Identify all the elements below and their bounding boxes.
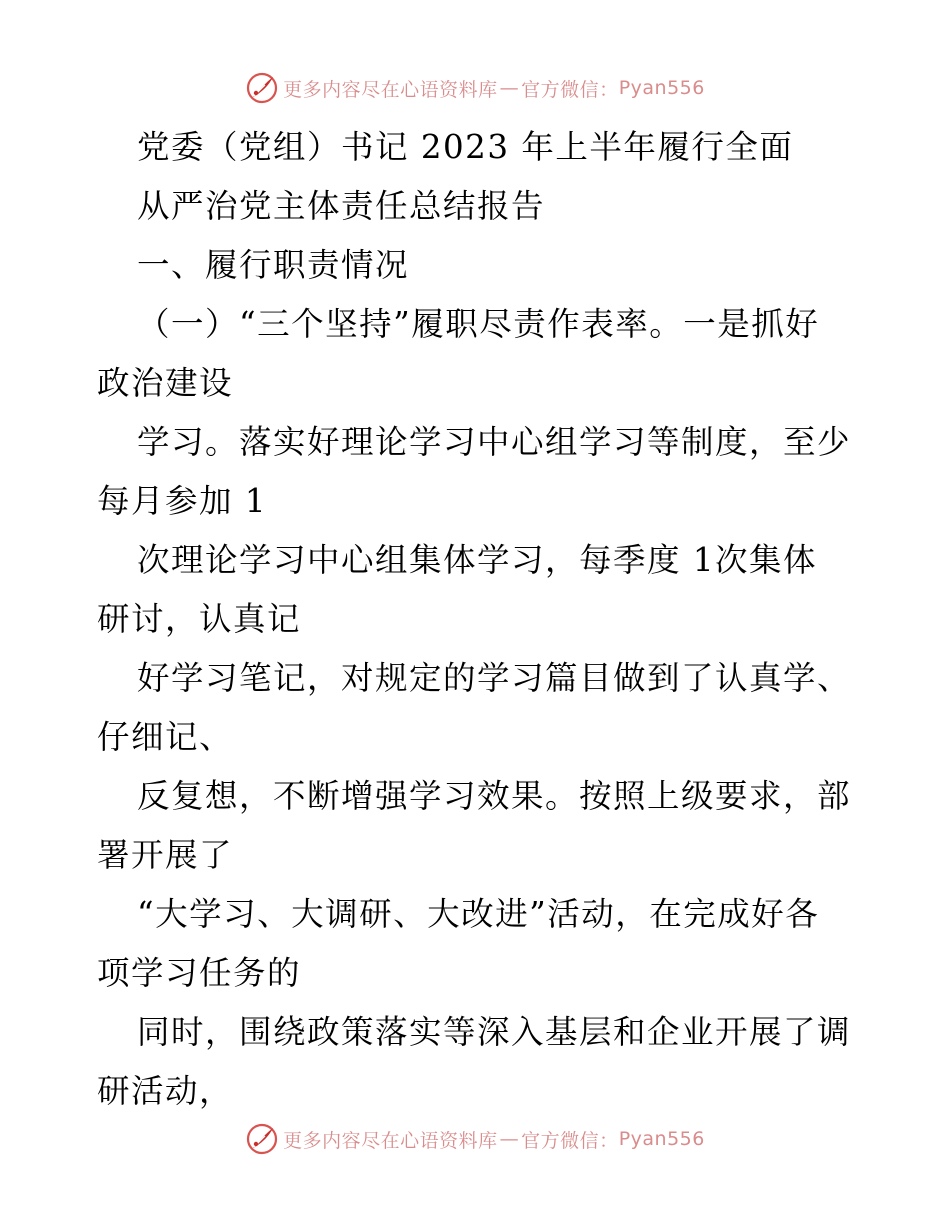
paragraph-line: 仔细记、	[97, 718, 234, 756]
document-body	[97, 118, 857, 1121]
header-banner-account: Pyan556	[618, 77, 705, 99]
paragraph-line: 次理论学习中心组集体学习，每季度 1次集体	[137, 541, 818, 579]
header-banner-separator: —	[499, 77, 520, 99]
paragraph-line: “大学习、大调研、大改进”活动，在完成好各	[137, 895, 820, 933]
paragraph-line: 学习。落实好理论学习中心组学习等制度，至少	[137, 423, 852, 461]
paragraph-line: 署开展了	[97, 836, 234, 874]
section-heading: 一、履行职责情况	[137, 246, 410, 284]
title-line-1: 党委（党组）书记 2023 年上半年履行全面	[137, 128, 794, 166]
header-watermark-banner	[0, 68, 950, 108]
paragraph-line: 政治建设	[97, 364, 234, 402]
feather-pen-logo-icon	[245, 71, 279, 105]
paragraph-line: 研活动，	[97, 1072, 234, 1110]
paragraph-line: 好学习笔记，对规定的学习篇目做到了认真学、	[137, 659, 852, 697]
header-banner-text: 更多内容尽在心语资料库	[283, 78, 498, 101]
footer-watermark-banner	[0, 1119, 950, 1159]
paragraph-line: 研讨，认真记	[97, 600, 302, 638]
footer-banner-contact-label: 官方微信：	[521, 1129, 619, 1152]
footer-banner-separator: —	[499, 1128, 520, 1150]
paragraph-line: 项学习任务的	[97, 954, 302, 992]
title-line-2: 从严治党主体责任总结报告	[137, 187, 546, 225]
footer-banner-account: Pyan556	[618, 1128, 705, 1150]
header-banner-contact-label: 官方微信：	[521, 78, 619, 101]
footer-banner-text: 更多内容尽在心语资料库	[283, 1129, 498, 1152]
paragraph-line: 反复想，不断增强学习效果。按照上级要求，部	[137, 777, 852, 815]
paragraph-line: 同时，围绕政策落实等深入基层和企业开展了调	[137, 1013, 852, 1051]
feather-pen-logo-icon	[245, 1122, 279, 1156]
paragraph-line: （一）“三个坚持”履职尽责作表率。一是抓好	[137, 305, 820, 343]
paragraph-line: 每月参加 1	[97, 482, 268, 520]
